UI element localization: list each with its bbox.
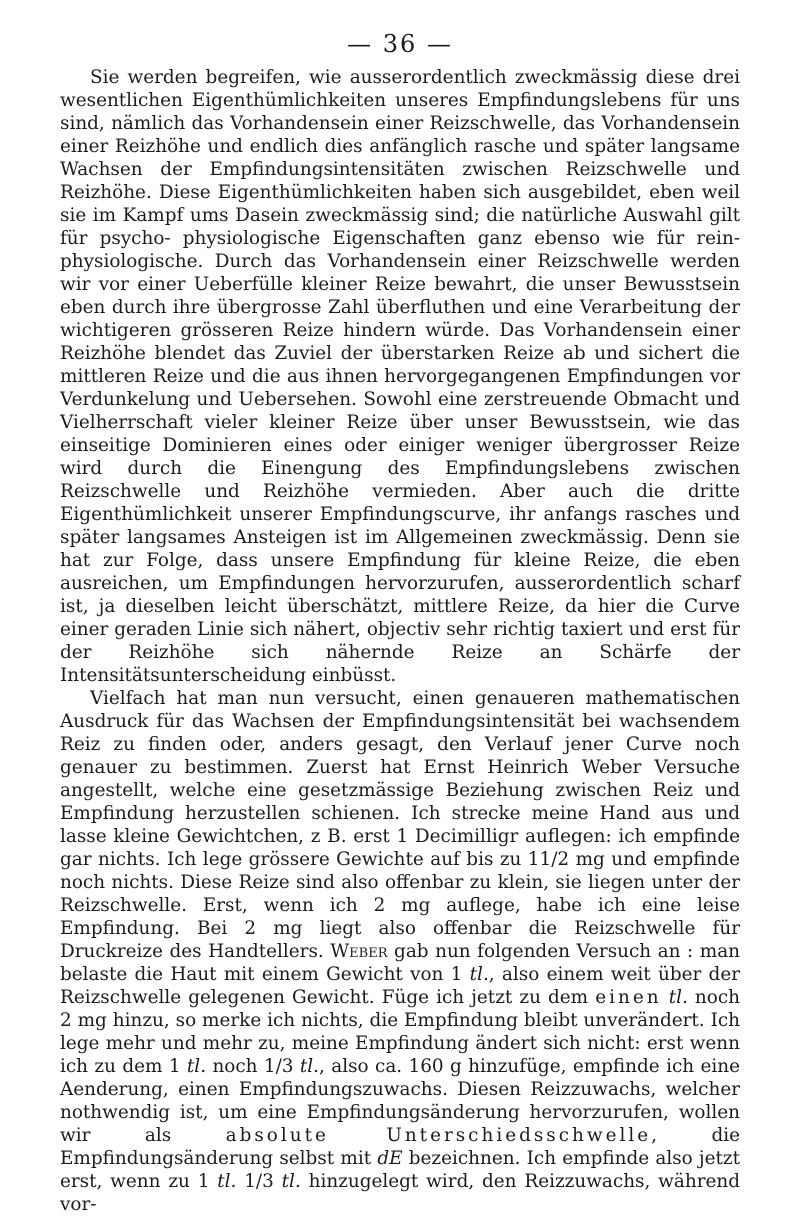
author-weber: Weber <box>330 941 388 962</box>
unit-abbrev: tl. <box>186 1056 207 1077</box>
paragraph-2-part: mg und empfinde noch nichts. Diese Reize sind also offenbar zu klein, sie liegen unter der Reizschwelle. Erst, wenn ich 2 mg auflege, habe ich eine leise Empfindung. Bei 2 mg liegt also offenbar die Reizschwelle für Druckreize des Handtellers. <box>60 849 740 962</box>
unit-abbrev: tl. <box>668 987 688 1008</box>
fraction-third: 1/3 <box>263 1056 294 1077</box>
paragraph-2 <box>60 687 740 1216</box>
unit-abbrev: tl. <box>281 1171 301 1192</box>
unit-abbrev: tl. <box>299 1056 320 1077</box>
paragraph-2-part: , die Empfindungsänderung selbst mit <box>60 1125 740 1169</box>
paragraph-2-part: , also ca. 160 g hinzufüge, empfinde ich eine Aenderung, einen Empfindungszuwachs. Diesen Reizzuwachs, welcher nothwendig ist, um eine Empfindungsänderung hervorzurufen, wollen wir als <box>60 1056 740 1146</box>
paragraph-2-part: hinzugelegt wird, den Reizzuwachs, während vor- <box>60 1171 741 1215</box>
paragraph-2-part: bezeichnen. Ich empfinde also jetzt erst, wenn zu 1 <box>60 1148 740 1192</box>
unit-abbrev: tl. <box>469 964 489 985</box>
paragraph-2-part: noch <box>206 1056 264 1077</box>
paragraph-1: Sie werden begreifen, wie ausserordentlich zweckmässig diese drei wesentlichen Eigenthümlichkeiten unseres Empfindungslebens für uns sind, nämlich das Vorhandensein einer Reizschwelle, das Vorhandensein einer Reizhöhe und endlich dies anfänglich rasche und später langsame Wachsen der Empfindungsintensitäten zwischen Reizschwelle und Reizhöhe. Diese Eigenthümlichkeiten haben sich ausgebildet, eben weil sie im Kampf ums Dasein zweckmässig sind; die natürliche Auswahl gilt für psycho- physiologische Eigenschaften ganz ebenso wie für rein-physiologische. Durch das Vorhandensein einer Reizschwelle werden wir vor einer Ueberfülle kleiner Reize bewahrt, die unser Bewusstsein eben durch ihre übergrosse Zahl überfluthen und eine Verarbeitung der wichtigeren grösseren Reize hindern würde. Das Vorhandensein einer Reizhöhe blendet das Zuviel der überstarken Reize ab und sichert die mittleren Reize und die aus ihnen hervorgegangenen Empfindungen vor Verdunkelung und Uebersehen. Sowohl eine zerstreuende Obmacht und Vielherrschaft vieler kleiner Reize über unser Bewusstsein, wie das einseitige Dominieren eines oder einiger weniger übergrosser Reize wird durch die Einengung des Empfindungslebens zwischen Reizschwelle und Reizhöhe vermieden. Aber auch die dritte Eigenthümlichkeit unserer Empfindungscurve, ihr anfangs rasches und später langsames Ansteigen ist im Allgemeinen zweckmässig. Denn sie hat zur Folge, dass unsere Empfindung für kleine Reize, die eben ausreichen, um Empfindungen hervorzurufen, ausserordentlich scharf ist, ja dieselben leicht überschätzt, mittlere Reize, da hier die Curve einer geraden Linie sich nähert, objectiv sehr richtig taxiert und erst für der Reizhöhe sich nähernde Reize an Schärfe der Intensitätsunterscheidung einbüsst. <box>60 67 740 686</box>
unit-abbrev: tl. <box>217 1171 237 1192</box>
page-number: — 36 — <box>347 30 453 58</box>
paragraph-2-part: Vielfach hat man nun versucht, einen genaueren mathematischen Ausdruck für das Wachsen der Empfindungsintensität bei wachsendem Reiz zu finden oder, anders gesagt, den Verlauf jener Curve noch genauer zu bestimmen. Zuerst hat Ernst Heinrich Weber Versuche angestellt, welche eine gesetzmässige Beziehung zwischen Reiz und Empfindung herzustellen schienen. Ich strecke meine Hand aus und lasse kleine Gewichtchen, z B. erst 1 Decimilligr auflegen: ich empfinde gar nichts. Ich lege grössere Gewichte auf bis zu 1 <box>60 688 740 870</box>
fraction-half: 1/2 <box>539 849 570 870</box>
symbol-dE: dE <box>377 1148 403 1169</box>
paragraph-2-part: gab nun folgenden Versuch an : man belaste die Haut mit einem Gewicht von 1 <box>60 941 741 985</box>
emphasis-einen: einen <box>595 987 662 1008</box>
term-absolute-threshold: absolute Unterschiedsschwelle <box>225 1125 652 1146</box>
body-text <box>60 66 740 1216</box>
paragraph-2-part: , also einem weit über der Reizschwelle gelegenen Gewicht. Füge ich jetzt zu dem <box>60 964 741 1008</box>
paragraph-2-part: noch 2 mg hinzu, so merke ich nichts, die Empfindung bleibt unverändert. Ich lege mehr und mehr zu, meine Empfindung ändert sich nicht: erst wenn ich zu dem 1 <box>60 987 740 1077</box>
fraction-third: 1/3 <box>244 1171 274 1192</box>
